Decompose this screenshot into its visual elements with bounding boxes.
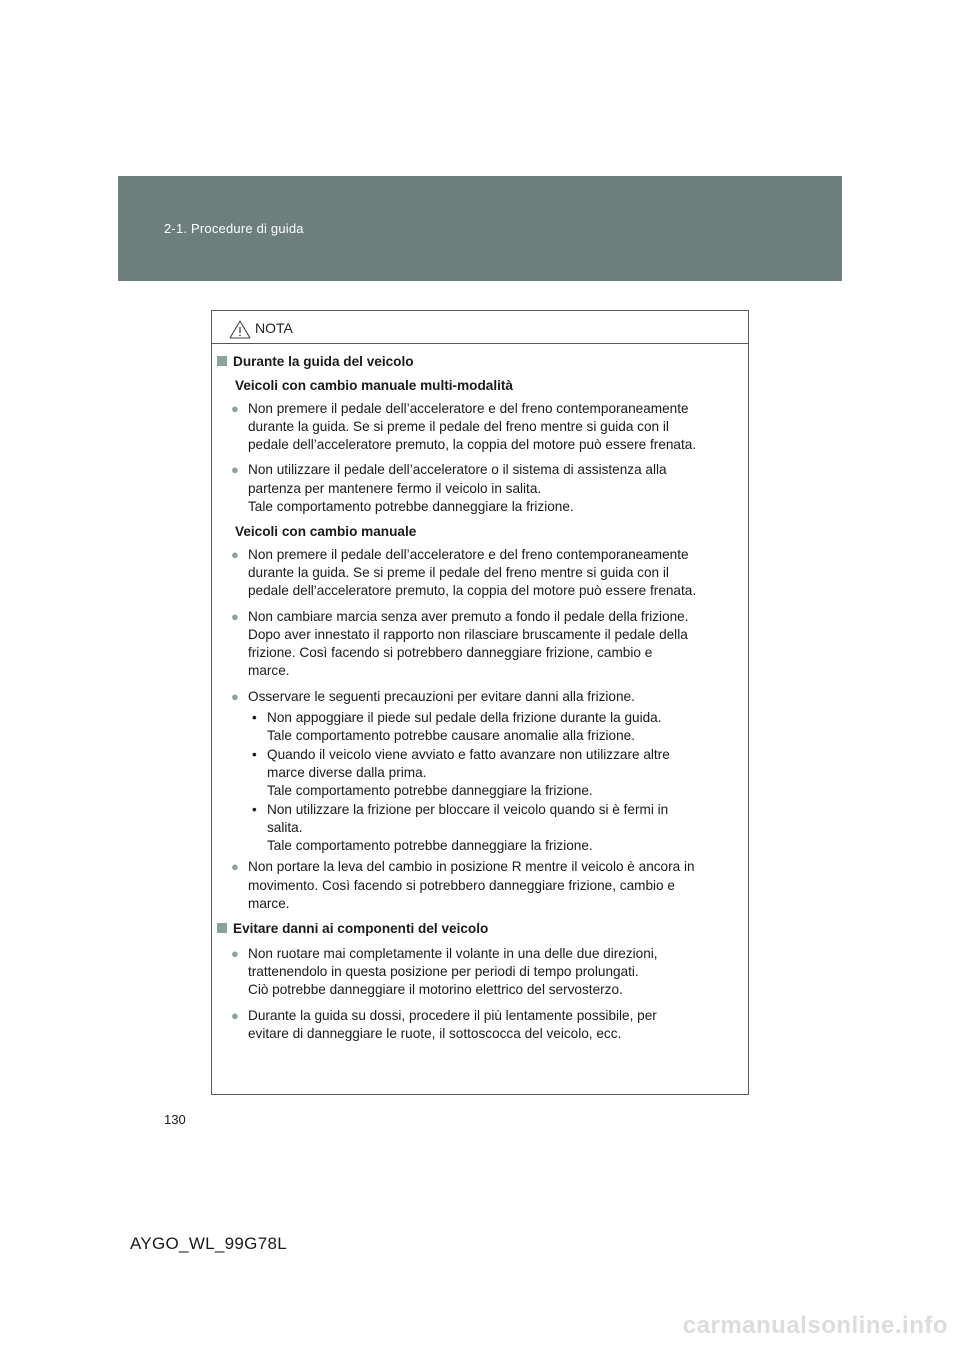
circle-bullet-icon: ●: [231, 462, 239, 478]
text-line: marce diverse dalla prima.: [267, 764, 427, 780]
text-line: Tale comportamento potrebbe danneggiare la frizione.: [267, 783, 593, 799]
circle-bullet-icon: ●: [231, 546, 239, 562]
sub-list-item: [217, 746, 742, 801]
circle-bullet-icon: ●: [231, 1007, 239, 1023]
list-item: [217, 688, 742, 706]
text-line: Non ruotare mai completamente il volante in una delle due direzioni,: [248, 945, 658, 961]
text-line: Non utilizzare il pedale dell’acceleratore o il sistema di assistenza alla: [248, 462, 667, 478]
circle-bullet-icon: ●: [231, 688, 239, 704]
text-line: movimento. Così facendo si potrebbero danneggiare frizione, cambio e: [248, 877, 675, 893]
text-line: pedale dell’acceleratore premuto, la coppia del motore può essere frenata.: [248, 583, 697, 599]
text-line: Non premere il pedale dell’acceleratore e del freno contemporaneamente: [248, 400, 689, 416]
dash-bullet-icon: •: [252, 710, 257, 726]
square-bullet-icon: [217, 356, 227, 366]
text-line: frizione. Così facendo si potrebbero danneggiare frizione, cambio e: [248, 645, 653, 661]
dash-bullet-icon: •: [252, 801, 257, 817]
text-line: durante la guida. Se si preme il pedale del freno mentre si guida con il: [248, 564, 669, 580]
text-line: Non utilizzare la frizione per bloccare il veicolo quando si è fermi in: [267, 801, 669, 817]
text-line: Non premere il pedale dell’acceleratore e del freno contemporaneamente: [248, 546, 689, 562]
list-item: [217, 945, 742, 1000]
list-item: [217, 858, 742, 913]
notice-box: [211, 310, 749, 1095]
text-line: Tale comportamento potrebbe danneggiare la frizione.: [248, 499, 574, 515]
list-item: [217, 1007, 742, 1044]
list-item: [217, 400, 742, 455]
text-line: Dopo aver innestato il rapporto non rilasciare bruscamente il pedale della: [248, 626, 688, 642]
text-line: durante la guida. Se si preme il pedale del freno mentre si guida con il: [248, 418, 669, 434]
notice-header: [212, 311, 748, 344]
circle-bullet-icon: ●: [231, 608, 239, 624]
sub-list-item: [217, 801, 742, 856]
text-line: marce.: [248, 896, 290, 912]
text-line: Tale comportamento potrebbe causare anomalie alla frizione.: [267, 728, 635, 744]
subsection-heading: Veicoli con cambio manuale multi-modalità: [235, 378, 513, 394]
page-number: 130: [164, 1112, 186, 1127]
text-line: trattenendolo in questa posizione per periodi di tempo prolungati.: [248, 963, 639, 979]
circle-bullet-icon: ●: [231, 859, 239, 875]
list-item: [217, 461, 742, 516]
text-line: salita.: [267, 819, 303, 835]
text-line: pedale dell’acceleratore premuto, la coppia del motore può essere frenata.: [248, 437, 697, 453]
section-title-text: Durante la guida del veicolo: [233, 354, 414, 369]
text-line: Tale comportamento potrebbe danneggiare la frizione.: [267, 838, 593, 854]
section-title-text: Evitare danni ai componenti del veicolo: [233, 921, 489, 937]
text-line: Non cambiare marcia senza aver premuto a fondo il pedale della frizione.: [248, 608, 689, 624]
text-line: Durante la guida su dossi, procedere il più lentamente possibile, per: [248, 1007, 657, 1023]
watermark: carmanualsonline.info: [682, 1312, 948, 1339]
circle-bullet-icon: ●: [231, 945, 239, 961]
text-line: Osservare le seguenti precauzioni per evitare danni alla frizione.: [248, 688, 635, 704]
text-line: partenza per mantenere fermo il veicolo in salita.: [248, 480, 542, 496]
section-heading: [217, 353, 742, 371]
header-band: [118, 176, 842, 281]
text-line: marce.: [248, 663, 290, 679]
dash-bullet-icon: •: [252, 746, 257, 762]
circle-bullet-icon: ●: [231, 400, 239, 416]
subsection-heading: Veicoli con cambio manuale: [235, 524, 417, 540]
warning-triangle-icon: [229, 320, 251, 339]
square-bullet-icon: [217, 923, 227, 933]
text-line: Non portare la leva del cambio in posizione R mentre il veicolo è ancora in: [248, 859, 695, 875]
notice-label: NOTA: [255, 320, 293, 336]
list-item: [217, 546, 742, 601]
text-line: Quando il veicolo viene avviato e fatto avanzare non utilizzare altre: [267, 746, 670, 762]
section-heading: [217, 920, 742, 938]
sub-list-item: [217, 709, 742, 746]
section-title: 2-1. Procedure di guida: [164, 221, 304, 236]
document-code: AYGO_WL_99G78L: [130, 1234, 287, 1253]
text-line: Ciò potrebbe danneggiare il motorino elettrico del servosterzo.: [248, 982, 623, 998]
text-line: Non appoggiare il piede sul pedale della frizione durante la guida.: [267, 710, 662, 726]
notice-body: [212, 344, 748, 1043]
text-line: evitare di danneggiare le ruote, il sottoscocca del veicolo, ecc.: [248, 1025, 622, 1041]
list-item: [217, 608, 742, 681]
